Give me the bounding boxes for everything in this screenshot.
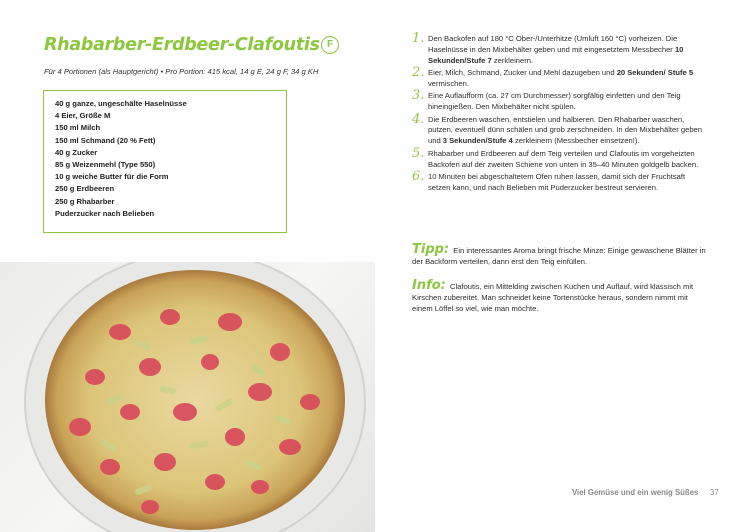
info-block [412, 280, 706, 314]
step-text: Den Backofen auf 180 °C Ober-/Unterhitze (Umluft 160 °C) vorheizen. Die Haselnüsse in den Mixbehälter geben und mit eingesetztem Messbecher [428, 34, 678, 54]
ingredient-list [55, 98, 286, 220]
step-text: Die Erdbeeren waschen, entstielen und halbieren. Den Rhabarber waschen, putzen, eventuell dünn schälen und grob zerschneiden. In den Mixbehälter geben und [428, 114, 702, 146]
step-number: 5. [412, 145, 425, 161]
ingredient-item: 40 g Zucker [55, 147, 98, 157]
ingredient-box [43, 90, 287, 233]
info-text: Clafoutis, ein Mittelding zwischen Kuchen und Auflauf, wird klassisch mit Kirschen zubereitet. Man schneidet keine Tortenstücke heraus, sondern nimmt mit einem Löffel so viel, wie man möchte. [412, 282, 694, 313]
instruction-step-3 [412, 88, 706, 113]
recipe-title: Rhabarber-Erdbeer-Clafoutis [44, 35, 320, 55]
step-number: 6. [412, 168, 425, 184]
category-badge: F [321, 36, 339, 54]
page-number: 37 [710, 488, 719, 497]
step-setting: 10 Sekunden/Stufe 7 [428, 44, 684, 65]
ingredient-item: 85 g Weizenmehl (Type 550) [55, 160, 156, 170]
step-text: Rhabarber und Erdbeeren auf dem Teig verteilen und Clafoutis im vorgeheizten Backofen auf der zweiten Schiene von unten in 35–40 Minuten goldgelb backen. [428, 148, 699, 169]
ingredient-item: 10 g weiche Butter für die Form [55, 172, 169, 182]
instruction-step-5 [412, 145, 706, 171]
step-setting: 3 Sekunden/Stufe 4 [442, 136, 513, 146]
step-number: 4. [412, 111, 425, 127]
ingredient-item: 4 Eier, Größe M [55, 111, 111, 121]
baked-clafoutis [45, 270, 345, 530]
ingredient-item: 40 g ganze, ungeschälte Haselnüsse [55, 99, 187, 108]
tip-text: Ein interessantes Aroma bringt frische Minze: Einige gewaschene Blätter in der Backform verteilen, dann erst den Teig einfüllen. [412, 246, 706, 266]
step-number: 1. [412, 31, 425, 46]
instruction-step-2 [412, 65, 706, 90]
step-text: Eine Auflaufform (ca. 27 cm Durchmesser) sorgfältig einfetten und den Teig hineingießen. Den Mixbehälter nicht spülen. [428, 91, 681, 112]
tip-label: Tipp: [412, 242, 450, 257]
clafoutis-illustration [0, 262, 375, 532]
info-label: Info: [412, 278, 446, 293]
clafoutis-photo [0, 262, 375, 532]
ingredient-item: 250 g Erdbeeren [55, 184, 115, 194]
step-number: 2. [412, 65, 425, 81]
ingredient-item: 250 g Rhabarber [55, 196, 115, 206]
step-text: zerkleinern (Messbecher einsetzen!). [512, 136, 640, 146]
footer-chapter-title: Viel Gemüse und ein wenig Süßes [572, 488, 699, 497]
step-text: zerkleinern. [491, 55, 534, 65]
step-text: Eier, Milch, Schmand, Zucker und Mehl dazugeben und [428, 68, 617, 78]
step-text: 10 Minuten bei abgeschaltetem Ofen ruhen lassen, damit sich der Fruchtsaft setzen kann, und nach Belieben mit Puderzucker bestreut servieren. [428, 171, 686, 192]
instruction-steps [412, 31, 706, 195]
step-setting: 20 Sekunden/ Stufe 5 [616, 68, 694, 78]
step-text: vermischen. [428, 79, 469, 89]
ingredient-item: Puderzucker nach Belieben [55, 208, 155, 218]
instruction-step-4 [412, 111, 706, 148]
ingredient-item: 150 ml Milch [55, 123, 101, 133]
instruction-step-6 [412, 168, 706, 194]
ingredient-item: 150 ml Schmand (20 % Fett) [55, 135, 156, 145]
step-number: 3. [412, 88, 425, 104]
instruction-step-1 [412, 31, 706, 67]
tip-block [412, 244, 706, 267]
portion-info: Für 4 Portionen (als Hauptgericht) • Pro Portion: 415 kcal, 14 g E, 24 g F, 34 g KH [44, 67, 319, 76]
